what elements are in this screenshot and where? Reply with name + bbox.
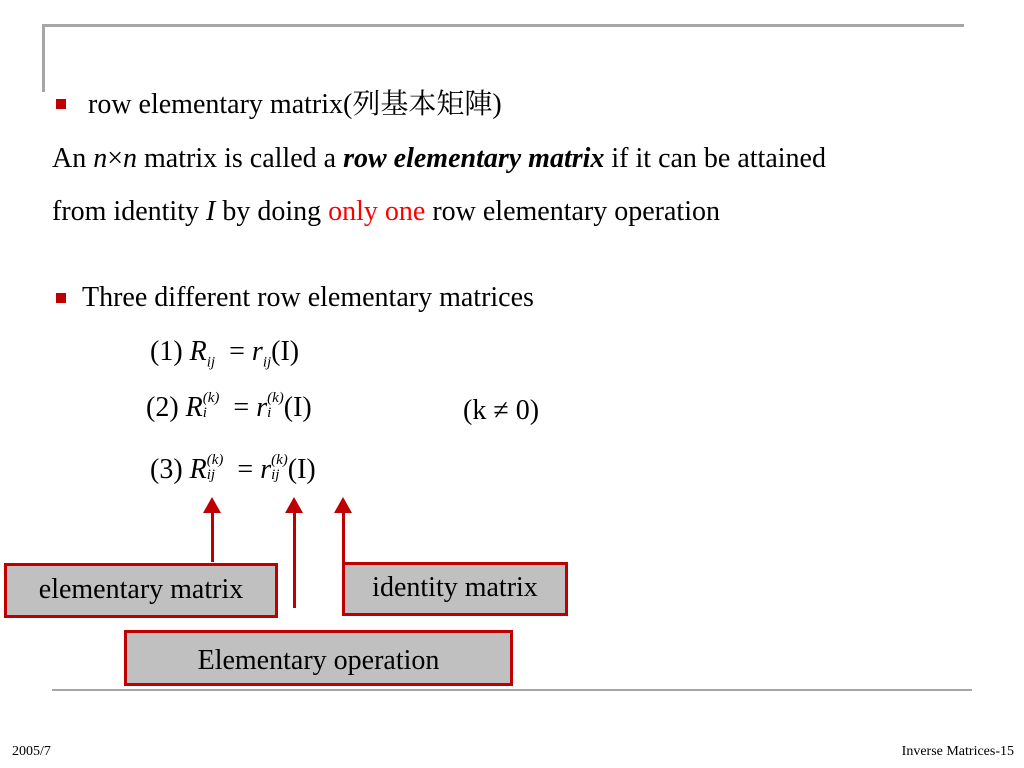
bullet-heading: Three different row elementary matrices [82,282,534,313]
arrow-to-r [293,512,296,608]
definition-line-1: An n×n matrix is called a row elementary matrix if it can be attained [52,143,826,174]
arrowhead-icon [334,497,352,513]
term-row-elementary-matrix: row elementary matrix [343,143,605,174]
bullet-square-icon [56,99,66,109]
footer-date: 2005/7 [12,744,51,759]
slide-frame-left [42,24,45,92]
arrow-to-R [211,512,214,562]
arrowhead-icon [203,497,221,513]
callout-elementary-matrix: elementary matrix [4,563,278,618]
arrow-to-I [342,512,345,568]
callout-identity-matrix: identity matrix [342,562,568,616]
equation-3: (3) R (k) ij = r (k) ij (I) [150,451,316,485]
footer-divider [52,689,972,691]
arrowhead-icon [285,497,303,513]
definition-line-2: from identity I by doing only one row elementary operation [52,196,720,227]
equation-1: (1) $R_{ij} = r_{ij}(I)$ [150,336,300,371]
bullet-heading: row elementary matrix(列基本矩陣) [88,89,502,120]
footer-page-label: Inverse Matrices-15 [901,744,1014,759]
callout-elementary-operation: Elementary operation [124,630,513,686]
bullet-square-icon [56,293,66,303]
slide-frame-top [42,24,964,27]
equation-2: (2) R (k) i = r (k) i (I) [146,389,312,423]
equation-2-condition: (k ≠ 0) [463,395,540,426]
emphasis-only-one: only one [328,196,426,227]
